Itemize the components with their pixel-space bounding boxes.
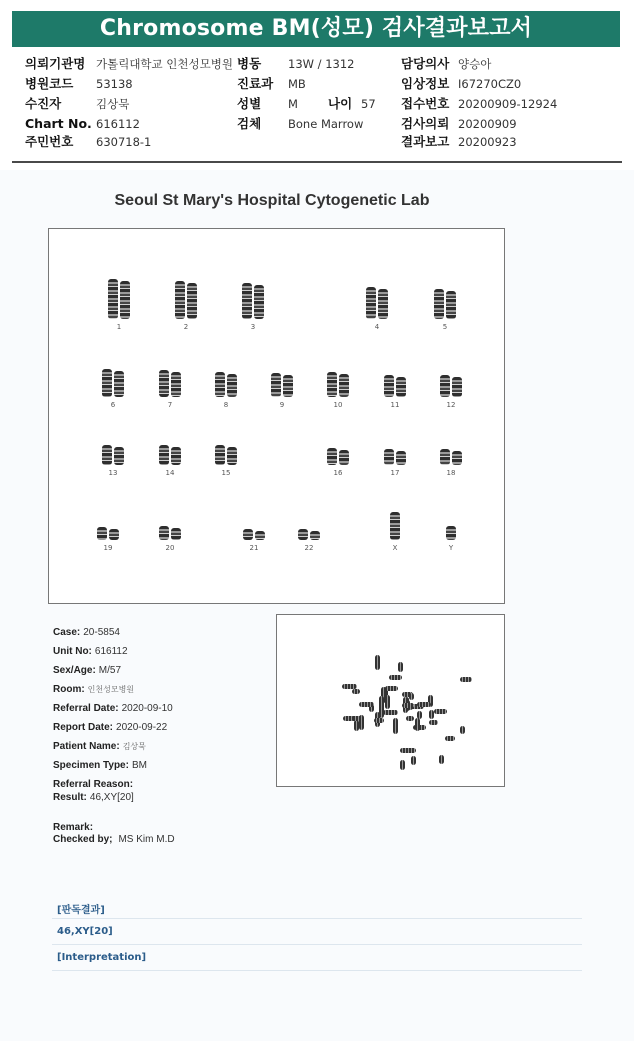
chromosome-label: 20 <box>165 544 175 552</box>
patient-name-row: Patient Name: 김상묵 <box>53 741 146 752</box>
chromosome-pair-12 <box>440 375 462 397</box>
metaphase-chromosome <box>445 736 454 741</box>
chromosome-label: 15 <box>221 469 231 477</box>
chromosome-label: 1 <box>116 323 122 331</box>
metaphase-chromosome <box>385 686 398 691</box>
chromosome-label: 13 <box>108 469 118 477</box>
chromosome-label: 9 <box>279 401 285 409</box>
chromosome-pair-10 <box>327 372 349 397</box>
chromosome-label: 2 <box>183 323 189 331</box>
metaphase-chromosome <box>409 693 414 700</box>
chromosome-label: 8 <box>223 401 229 409</box>
hospital-value: 가톨릭대학교 인천성모병원 <box>96 57 233 71</box>
chromosome-pair-Y <box>446 526 456 540</box>
hospital-code-value: 53138 <box>96 77 133 91</box>
chromosome-pair-20 <box>159 526 181 540</box>
metaphase-chromosome <box>383 710 398 715</box>
ward-label: 병동 <box>237 56 262 71</box>
referral-date-row: Referral Date: 2020-09-10 <box>53 703 173 714</box>
header-divider <box>12 161 622 163</box>
metaphase-chromosome <box>374 718 384 723</box>
karyotype-image <box>48 228 505 604</box>
metaphase-chromosome <box>359 715 364 730</box>
metaphase-chromosome <box>406 716 414 721</box>
age-value: 57 <box>361 97 376 111</box>
chromosome-pair-22 <box>298 529 320 540</box>
chromosome-label: 12 <box>446 401 456 409</box>
metaphase-chromosome <box>379 696 384 711</box>
chromosome-label: 11 <box>390 401 400 409</box>
doctor-label: 담당의사 <box>401 56 450 71</box>
hospital-code-label: 병원코드 <box>25 76 74 91</box>
receipt-no-label: 접수번호 <box>401 96 450 111</box>
resident-no-value: 630718-1 <box>96 135 152 149</box>
sex-label: 성별 <box>237 96 262 111</box>
chromosome-pair-4 <box>366 287 388 319</box>
clinical-info-value: I67270CZ0 <box>458 77 522 91</box>
chromosome-pair-19 <box>97 527 119 540</box>
metaphase-chromosome <box>398 662 403 672</box>
chromosome-pair-5 <box>434 289 456 319</box>
metaphase-chromosome <box>429 720 438 725</box>
chromosome-label: 7 <box>167 401 173 409</box>
chromosome-pair-14 <box>159 445 181 465</box>
remark-row: Remark: <box>53 822 94 833</box>
interpretation-label: [Interpretation] <box>57 952 147 963</box>
chart-no-value: 616112 <box>96 117 140 131</box>
specimen-value: Bone Marrow <box>288 117 364 131</box>
hospital-label: 의뢰기관명 <box>25 56 86 71</box>
chromosome-pair-8 <box>215 372 237 397</box>
chromosome-pair-1 <box>108 279 130 319</box>
report-date-value: 20200923 <box>458 135 517 149</box>
metaphase-chromosome <box>439 755 444 764</box>
request-date-label: 검사의뢰 <box>401 116 450 131</box>
metaphase-chromosome <box>375 655 380 669</box>
patient-value: 김상묵 <box>96 97 130 111</box>
specimen-label: 검체 <box>237 116 262 131</box>
specimen-type-row: Specimen Type: BM <box>53 760 147 771</box>
clinical-info-label: 임상정보 <box>401 76 450 91</box>
checked-by-row: Checked by; MS Kim M.D <box>53 834 175 845</box>
chromosome-pair-3 <box>242 283 264 319</box>
footer-divider <box>52 970 582 971</box>
metaphase-chromosome <box>343 716 354 721</box>
report-date-label: 결과보고 <box>401 134 450 149</box>
chromosome-label: 4 <box>374 323 380 331</box>
metaphase-chromosome <box>352 689 360 694</box>
metaphase-chromosome <box>411 756 416 765</box>
patient-label: 수진자 <box>25 96 62 111</box>
sexage-row: Sex/Age: M/57 <box>53 665 122 676</box>
chromosome-pair-9 <box>271 373 293 397</box>
chromosome-label: 3 <box>250 323 256 331</box>
department-value: MB <box>288 77 306 91</box>
metaphase-chromosome <box>402 703 414 708</box>
report-title: Chromosome BM(성모) 검사결과보고서 <box>12 11 620 47</box>
chromosome-label: 16 <box>333 469 343 477</box>
chromosome-label: 14 <box>165 469 175 477</box>
chart-no-label: Chart No. <box>25 116 92 131</box>
receipt-no-value: 20200909-12924 <box>458 97 558 111</box>
metaphase-chromosome <box>359 702 374 707</box>
footer-divider <box>52 918 582 919</box>
chromosome-label: 21 <box>249 544 259 552</box>
ward-value: 13W / 1312 <box>288 57 355 71</box>
chromosome-pair-7 <box>159 370 181 397</box>
chromosome-pair-17 <box>384 449 406 465</box>
metaphase-chromosome <box>460 726 465 734</box>
request-date-value: 20200909 <box>458 117 517 131</box>
chromosome-pair-X <box>390 512 400 540</box>
case-row: Case: 20-5854 <box>53 627 120 638</box>
metaphase-chromosome <box>415 718 420 730</box>
chromosome-label: 18 <box>446 469 456 477</box>
referral-reason-row: Referral Reason: <box>53 779 134 790</box>
metaphase-chromosome <box>342 684 356 689</box>
metaphase-image <box>276 614 505 787</box>
doctor-value: 양승아 <box>458 57 492 71</box>
metaphase-chromosome <box>429 710 434 720</box>
metaphase-chromosome <box>400 760 405 770</box>
metaphase-chromosome <box>434 709 447 714</box>
chromosome-label: 19 <box>103 544 113 552</box>
metaphase-chromosome <box>385 695 390 709</box>
metaphase-chromosome <box>400 748 416 753</box>
chromosome-label: 17 <box>390 469 400 477</box>
chromosome-label: 10 <box>333 401 343 409</box>
chromosome-pair-11 <box>384 375 406 397</box>
reading-result-label: [판독결과] <box>57 905 105 916</box>
chromosome-pair-21 <box>243 529 265 540</box>
footer-divider <box>52 944 582 945</box>
chromosome-pair-15 <box>215 445 237 465</box>
chromosome-label: 22 <box>304 544 314 552</box>
resident-no-label: 주민번호 <box>25 134 74 149</box>
chromosome-label: 5 <box>442 323 448 331</box>
metaphase-chromosome <box>460 677 473 682</box>
result-row: Result: 46,XY[20] <box>53 792 134 803</box>
room-row: Room: 인천성모병원 <box>53 684 135 695</box>
chromosome-label: Y <box>448 544 454 552</box>
metaphase-chromosome <box>389 675 402 680</box>
chromosome-pair-18 <box>440 449 462 465</box>
sex-value: M <box>288 97 298 111</box>
lab-title: Seoul St Mary's Hospital Cytogenetic Lab <box>114 192 430 209</box>
department-label: 진료과 <box>237 76 274 91</box>
chromosome-label: X <box>392 544 398 552</box>
chromosome-pair-2 <box>175 281 197 319</box>
chromosome-pair-6 <box>102 369 124 397</box>
age-label: 나이 <box>328 96 353 111</box>
chromosome-label: 6 <box>110 401 116 409</box>
chromosome-pair-16 <box>327 448 349 465</box>
unit-row: Unit No: 616112 <box>53 646 128 657</box>
reading-result-value: 46,XY[20] <box>57 926 113 937</box>
metaphase-chromosome <box>393 718 398 733</box>
metaphase-chromosome <box>417 702 430 707</box>
report-date-row: Report Date: 2020-09-22 <box>53 722 168 733</box>
chromosome-pair-13 <box>102 445 124 465</box>
